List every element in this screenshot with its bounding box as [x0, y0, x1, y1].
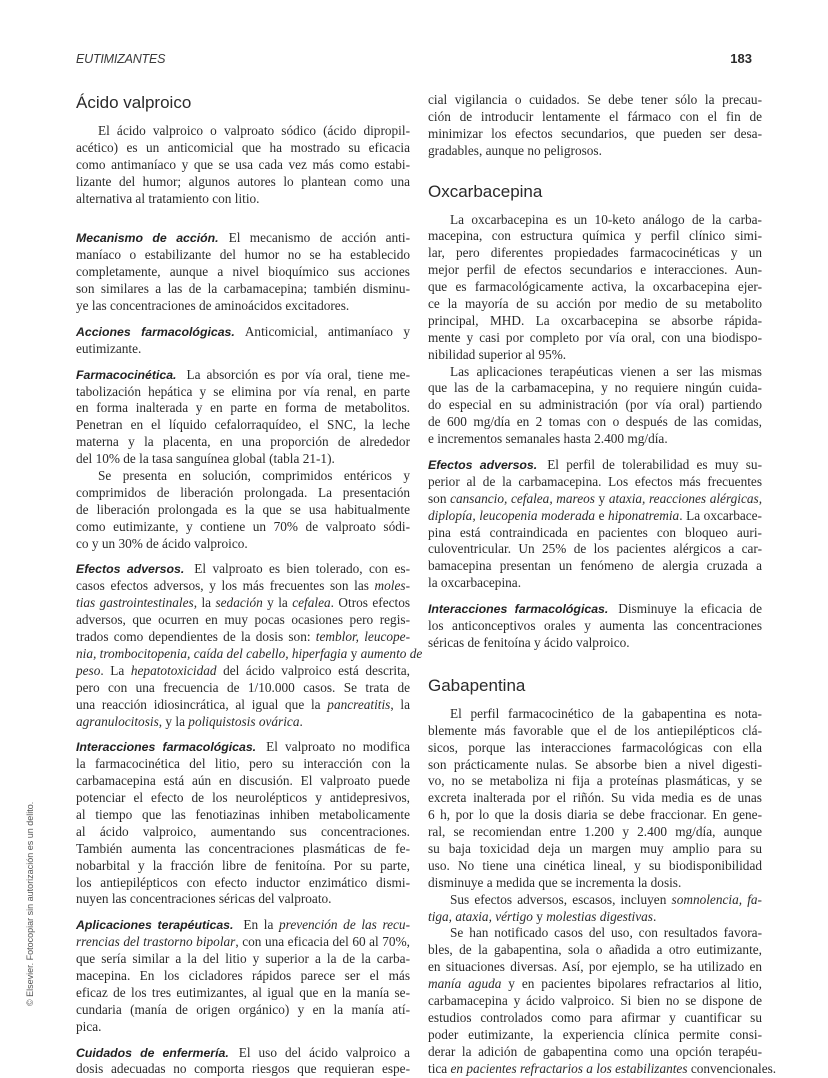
emphasis: en pacientes refractarios a los estabilizantes [450, 1060, 688, 1076]
text-fragment: . Otros efectos [330, 595, 411, 611]
emphasis: prevención de las recu- [279, 917, 411, 933]
text-fragment: , y la [158, 713, 189, 729]
text-line: pina está contraindicada en pacientes con bloqueo auri- [428, 524, 762, 540]
subheading-interacciones-oxcarbacepina: Interacciones farmacológicas. [428, 602, 609, 617]
text-line: gradables, aunque no peligrosos. [428, 142, 602, 158]
emphasis: hiponatremia [608, 507, 680, 523]
emphasis: peso [76, 662, 101, 678]
emphasis: rrencias del trastorno bipolar [76, 934, 236, 950]
text-line: bamacepina presentan un fenómeno de alergia cruzada a [428, 558, 762, 574]
text-line: mejor perfil de efectos secundarios e interacciones. Aun- [428, 262, 762, 278]
text-line: cial vigilancia o cuidados. Se debe tener sólo la precau- [428, 92, 762, 107]
text-fragment: casos efectos adversos, y los más frecuentes son las [76, 578, 375, 594]
text-line: nuyen las concentraciones séricas del valproato. [76, 891, 332, 907]
text-line: en situaciones diversas. Así, por ejemplo, se ha utilizado en [428, 959, 762, 975]
text-line: minimizar los efectos secundarios, que pueden ser desa- [428, 125, 762, 141]
text-line: estudios controlados como para afirmar y cuantificar su [428, 1009, 762, 1025]
valproico-cuidados [76, 1045, 410, 1078]
text-fragment: El uso del ácido valproico a [238, 1044, 410, 1060]
text-fragment: El valproato no modifica [266, 739, 410, 755]
oxcarbacepina-interacciones [428, 601, 762, 652]
text-fragment: , con una eficacia del 60 al 70%, [235, 934, 410, 950]
emphasis: tiga, ataxia, vértigo [428, 908, 533, 924]
copyright-note: © Elsevier. Fotocopiar sin autorización es un delito. [25, 801, 35, 1006]
subheading-efectos-oxcarbacepina: Efectos adversos. [428, 458, 538, 473]
emphasis: hepatotoxicidad [130, 662, 217, 678]
text-line: como eutimizante, y contiene un 70% de valproato sódi- [76, 518, 410, 534]
text-fragment: Anticomicial, antimaníaco y [244, 323, 410, 339]
text-line: perior al de la carbamacepina. Los efectos más frecuentes [428, 473, 762, 489]
text-fragment: del ácido valproico está descrita, [216, 662, 411, 678]
text-line: nibilidad superior al 95%. [428, 346, 567, 362]
valproico-aplicaciones [76, 917, 410, 1035]
emphasis: ataxia, reacciones alérgicas, [608, 490, 763, 506]
oxcarbacepina-p1 [428, 212, 762, 364]
text-line: comprimidos de liberación prolongada. La presentación [76, 484, 410, 500]
subheading-interacciones: Interacciones farmacológicas. [76, 740, 257, 755]
text-line: que las de la carbamacepina, y no requiere ningún cuida- [428, 380, 762, 396]
text-line: ción de introducir lentamente el fármaco con el fin de [428, 108, 762, 124]
text-line: maníaco o estabilizante del humor no se ha establecido [76, 247, 410, 263]
text-fragment: y [532, 908, 547, 924]
text-line: nobarbital y la fracción libre de fenitoína. Por su parte, [76, 857, 410, 873]
section-title-oxcarbacepina: Oxcarbacepina [428, 181, 543, 201]
text-line: vo, no se metaboliza ni fija a proteínas plasmáticas, y se [428, 773, 762, 789]
text-fragment: En la [243, 917, 279, 933]
left-column [76, 92, 423, 1078]
right-column [428, 92, 777, 1077]
subheading-mecanismo: Mecanismo de acción. [76, 231, 219, 246]
text-line: Se presenta en solución, comprimidos entéricos y [98, 468, 410, 484]
text-line: de liberación prolongada es la que se usa habitualmente [76, 501, 410, 517]
text-fragment: . [299, 713, 303, 729]
text-fragment: y la [262, 595, 293, 611]
text-line: dosis adecuadas no comporta riesgos que requieran espe- [76, 1061, 410, 1077]
text-line: sicos, porque las interacciones farmacológicas con ella [428, 739, 762, 755]
text-line: tabolización hepática y se elimina por vía renal, en parte [76, 383, 410, 399]
emphasis: somnolencia, fa- [671, 891, 762, 907]
emphasis: cefalea [292, 595, 331, 611]
section-title-gabapentina: Gabapentina [428, 675, 526, 695]
gabapentina-p3 [428, 925, 777, 1077]
emphasis: pancreatitis [327, 696, 391, 712]
text-line: eutimizante. [76, 340, 142, 356]
text-line: los antiepilépticos con efecto inductor enzimático dismi- [76, 874, 410, 890]
valproico-interacciones [76, 739, 410, 908]
running-head: EUTIMIZANTES [76, 52, 166, 66]
emphasis: cansancio, cefalea, mareos [450, 490, 595, 506]
text-line: que es farmacológicamente activa, la oxcarbacepina ejer- [428, 279, 762, 295]
subheading-cuidados: Cuidados de enfermería. [76, 1045, 229, 1060]
text-line: eficaz de los tres eutimizantes, al igual que en la manía se- [76, 984, 410, 1000]
emphasis: agranulocitosis [76, 713, 159, 729]
subheading-farmacocinetica: Farmacocinética. [76, 367, 177, 382]
subheading-acciones: Acciones farmacológicas. [76, 324, 235, 339]
text-fragment: Disminuye la eficacia de [618, 601, 762, 617]
text-line: carbamacepina y ácido valproico. Si bien no se dispone de [428, 992, 762, 1008]
text-line: blemente más favorable que el de los antiepilépticos clá- [428, 722, 762, 738]
text-line: lar, pero diferentes propiedades farmacocinéticas y un [428, 245, 762, 261]
text-fragment: y [594, 490, 609, 506]
text-line: Penetran en el líquido cefalorraquídeo, el SNC, la leche [76, 417, 410, 433]
text-fragment: Sus efectos adversos, escasos, incluyen [450, 891, 672, 907]
text-line: El perfil farmacocinético de la gabapentina es nota- [450, 705, 762, 721]
subheading-aplicaciones: Aplicaciones terapéuticas. [76, 918, 234, 933]
emphasis: manía aguda [428, 976, 502, 992]
text-fragment: . La [100, 662, 131, 678]
valproico-efectos [76, 561, 423, 730]
text-fragment: son [428, 490, 451, 506]
text-line: cundaria (manía de origen orgánico) y en la manía atí- [76, 1001, 410, 1017]
text-line: culoventricular. Un 25% de los pacientes alérgicos a car- [428, 541, 762, 557]
text-line: poder eutimizante, la experiencia clínica permite consi- [428, 1026, 762, 1042]
gabapentina-p2 [428, 892, 762, 926]
text-line: son prácticamente nulas. Se absorbe bien a nivel digesti- [428, 756, 762, 772]
text-line: la oxcarbacepina. [428, 575, 522, 591]
emphasis: temblor, leucope- [315, 629, 411, 645]
text-line: ce la mayoría de su acción por medio de su metabolito [428, 296, 762, 312]
text-fragment: El perfil de tolerabilidad es muy su- [547, 457, 762, 473]
text-line: bles, de la gabapentina, sola o añadida a otro eutimizante, [428, 942, 762, 958]
text-fragment: tica [428, 1060, 451, 1076]
text-fragment: trados como dependientes de la dosis son: [76, 629, 316, 645]
text-line: pica. [76, 1018, 102, 1034]
text-fragment: . [652, 908, 657, 924]
valproico-cuidados-continued [428, 92, 762, 160]
text-fragment: . La oxcarbace- [679, 507, 762, 523]
emphasis: moles- [374, 578, 410, 594]
text-line: adversos, que ocurren en muy pocas ocasiones pero regis- [76, 612, 410, 628]
text-line: su baja toxicidad deja un margen muy amplio para su [428, 840, 762, 856]
text-line: alternativa al tratamiento con litio. [76, 190, 260, 206]
text-fragment: una reacción idiosincrática, al igual que la [76, 696, 328, 712]
text-line: en forma inalterada y en parte en forma de metabolitos. [76, 400, 410, 416]
text-fragment: , la [193, 595, 216, 611]
text-line: e incrementos semanales hasta 2.400 mg/día. [428, 431, 668, 447]
emphasis: poliquistosis ovárica [188, 713, 300, 729]
text-line: do especial en su administración (por vía oral) partiendo [428, 397, 762, 413]
emphasis: aumento de [360, 645, 423, 661]
text-line: También aumenta las concentraciones plasmáticas de fe- [76, 840, 410, 856]
text-line: principal, MHD. La oxcarbacepina se absorbe rápida- [428, 312, 762, 328]
text-line: los anticonceptivos orales y aumenta las concentraciones [428, 618, 762, 634]
emphasis: diplopía, leucopenia moderada [428, 507, 596, 523]
text-line: El ácido valproico o valproato sódico (ácido dipropil- [98, 123, 410, 138]
text-line: como antimaníaco y que se usa cada vez más como estabi- [76, 156, 410, 172]
emphasis: tias gastrointestinales [76, 595, 194, 611]
emphasis: nia, trombocitopenia, caída del cabello, hiperfagia [76, 645, 348, 661]
text-line: excreta inalterada por el riñón. Su vida media es de unas [428, 790, 762, 806]
text-line: Se han notificado casos del uso, con resultados favora- [450, 925, 762, 941]
text-line: Las aplicaciones terapéuticas vienen a ser las mismas [450, 363, 762, 379]
text-line: ye las concentraciones de aminoácidos excitadores. [76, 298, 350, 314]
subheading-efectos: Efectos adversos. [76, 562, 185, 577]
text-line: acético) es un anticomicial que ha mostrado su eficacia [76, 139, 410, 155]
valproico-intro [76, 123, 410, 207]
emphasis: molestias digestivas [546, 908, 653, 924]
text-line: ral, se recomiendan entre 1.200 y 2.400 mg/día, aunque [428, 824, 762, 840]
text-line: co y un 30% de ácido valproico. [76, 535, 248, 551]
valproico-mecanismo [76, 230, 410, 314]
text-line: pero con una frecuencia de 1/10.000 casos. Se trata de [76, 679, 410, 695]
text-fragment: , la [390, 696, 410, 712]
page-number: 183 [730, 51, 752, 66]
emphasis: sedación [215, 595, 263, 611]
text-line: macepina, con estructura química y perfil clínico simi- [428, 228, 762, 244]
text-line: completamente, aunque a nivel bioquímico sus acciones [76, 264, 410, 280]
text-line: séricas de fenitoína y ácido valproico. [428, 634, 630, 650]
section-title-valproico: Ácido valproico [76, 93, 192, 112]
text-line: al ácido valproico, aumentando sus concentraciones. [76, 823, 410, 839]
text-line: materna y la placenta, en una proporción de alrededor [76, 434, 410, 450]
text-fragment: convencionales. [687, 1060, 777, 1076]
oxcarbacepina-efectos [428, 457, 762, 592]
text-line: la farmacocinética del litio, pero su interacción con la [76, 756, 410, 772]
text-line: derar la adición de gabapentina como una opción terapéu- [428, 1043, 762, 1059]
text-line: al tiempo que las fenotiazinas inhiben metabolicamente [76, 806, 410, 822]
text-line: mente y casi por completo por vía oral, con una biodispo- [428, 329, 762, 345]
text-line: potenciar el efecto de los neurolépticos y antidepresivos, [76, 790, 410, 806]
text-line: uso. No tiene una cinética lineal, y su biodisponibilidad [428, 857, 762, 873]
text-line: del 10% de la tasa sanguínea global (tabla 21-1). [76, 451, 335, 467]
text-line: lizante del humor; algunos autores lo plantean como una [76, 173, 410, 189]
valproico-farmacocinetica [76, 367, 410, 553]
text-fragment: y [347, 645, 361, 661]
text-fragment: e [595, 507, 609, 523]
text-fragment: La absorción es por vía oral, tiene me- [186, 366, 410, 382]
text-line: La oxcarbacepina es un 10-keto análogo de la carba- [450, 211, 762, 227]
text-fragment: y en pacientes bipolares refractarios al litio, [501, 976, 762, 992]
gabapentina-p1 [428, 706, 762, 892]
text-line: que sería similar a la del litio y superior a la de la carba- [76, 951, 410, 967]
text-line: de 600 mg/día en 2 tomas con o después de las comidas, [428, 414, 762, 430]
text-line: carbamacepina está aún en discusión. El valproato puede [76, 773, 410, 789]
valproico-acciones [76, 324, 410, 358]
oxcarbacepina-p2 [428, 364, 762, 448]
text-line: disminuye a medida que se incrementa la dosis. [428, 874, 682, 890]
text-line: macepina. En los cicladores rápidos parece ser el más [76, 967, 410, 983]
text-fragment: El mecanismo de acción anti- [228, 230, 410, 246]
text-line: son similares a las de la carbamacepina; también disminu- [76, 281, 410, 297]
text-fragment: El valproato es bien tolerado, con es- [194, 561, 410, 577]
text-line: 6 h, por lo que la dosis diaria se debe fraccionar. En gene- [428, 807, 762, 823]
